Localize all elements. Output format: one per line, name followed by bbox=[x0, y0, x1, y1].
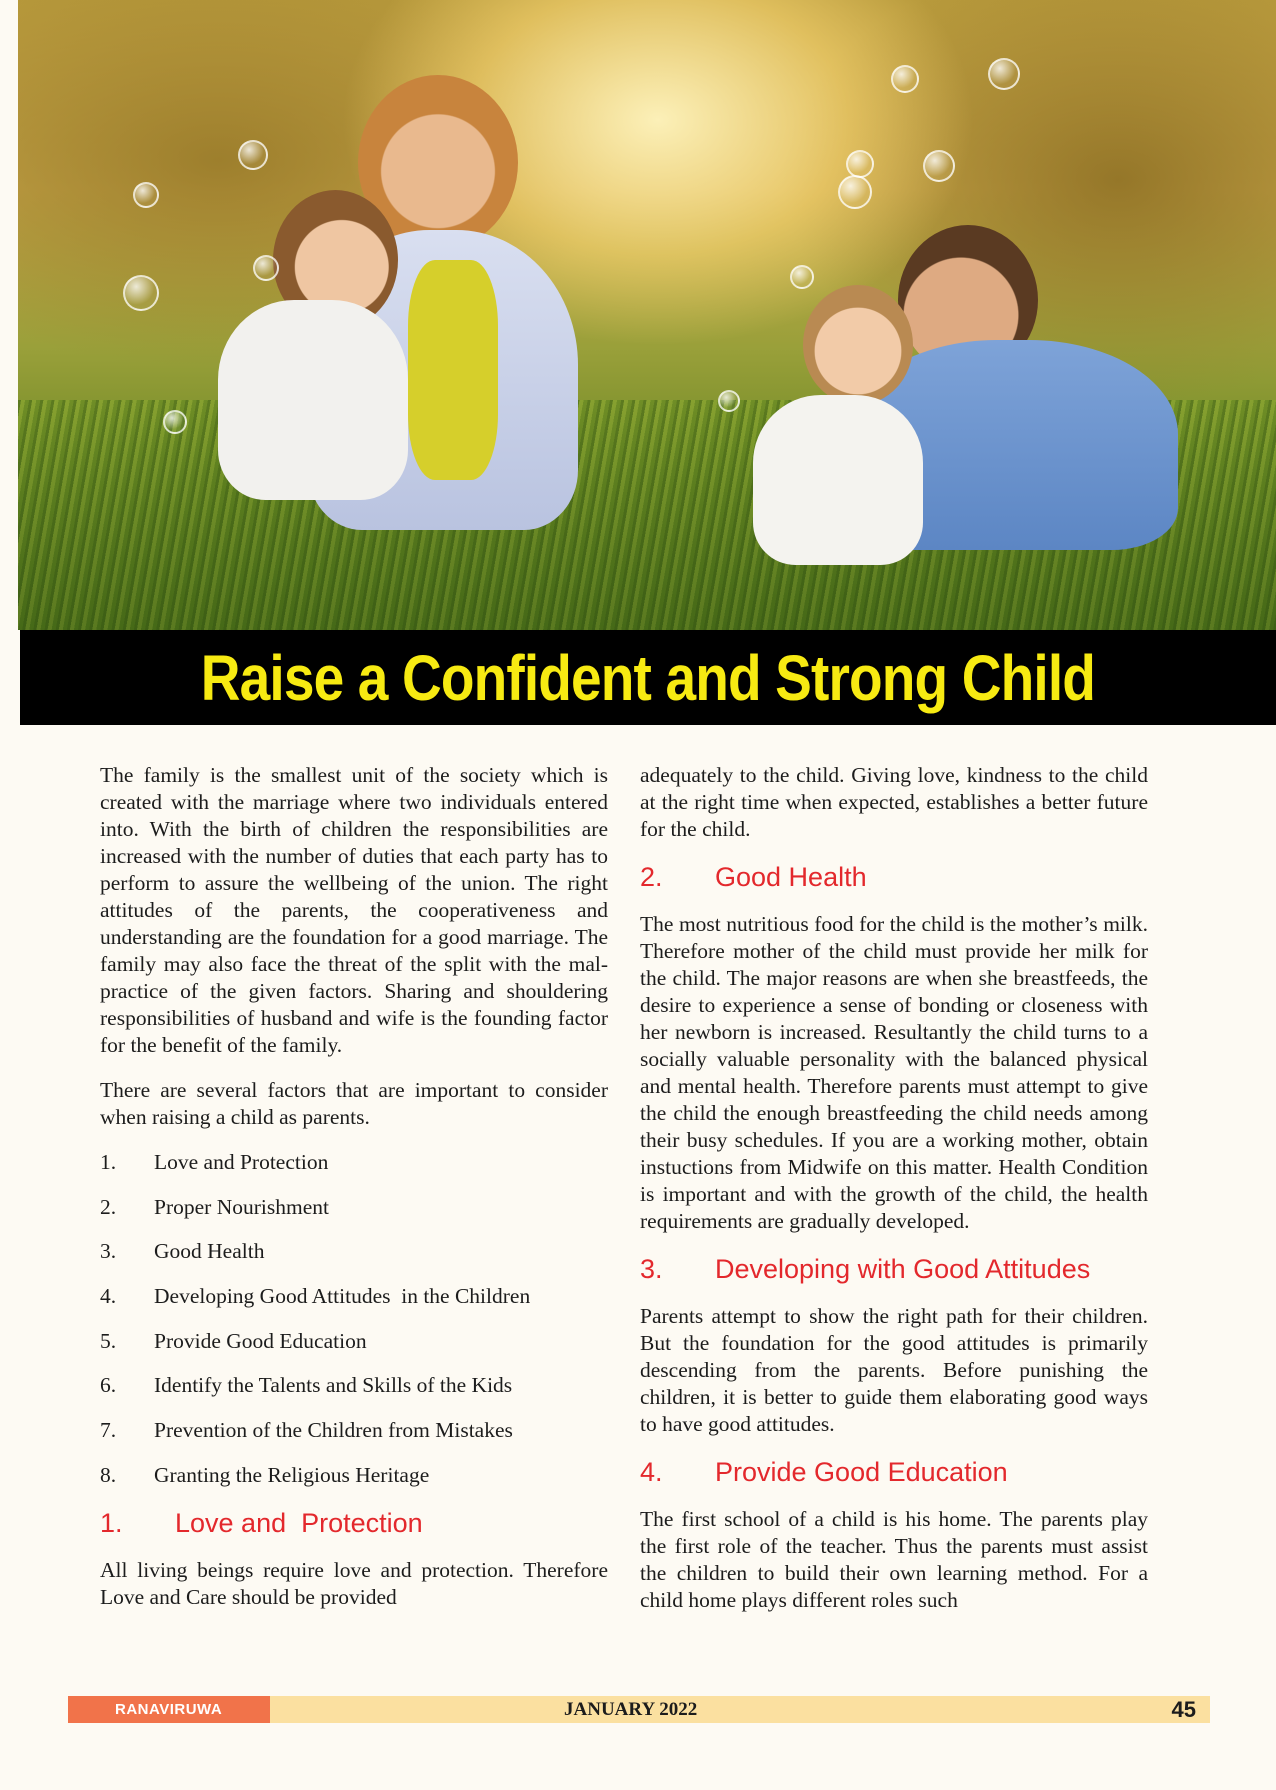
section-body-good-education: The first school of a child is his home. The parents play the first role of the teacher. Thus the parents must assist the children to build their own learning method. For a child home plays different roles such bbox=[640, 1507, 1148, 1612]
section-heading-text: Developing with Good Attitudes bbox=[715, 1254, 1091, 1284]
section-heading-good-attitudes bbox=[640, 1253, 1148, 1285]
boy-body bbox=[753, 395, 923, 565]
section-heading-good-education bbox=[640, 1456, 1148, 1488]
section-heading-text: Good Health bbox=[715, 862, 867, 892]
page-title: Raise a Confident and Strong Child bbox=[200, 641, 1096, 714]
right-column bbox=[640, 762, 1148, 1632]
list-item-number: 7. bbox=[100, 1418, 117, 1443]
list-item bbox=[100, 1417, 608, 1444]
list-item-number: 1. bbox=[100, 1150, 117, 1174]
list-item bbox=[100, 1283, 608, 1310]
hero-photo bbox=[18, 0, 1276, 630]
footer-brand: RANAVIRUWA bbox=[68, 1696, 270, 1723]
section-body-good-attitudes: Parents attempt to show the right path for their children. But the foundation for the good attitudes is primarily descending from the parents. Before punishing the children, it is better to guide them elaborating good ways to have good attitudes. bbox=[640, 1304, 1148, 1436]
list-item bbox=[100, 1372, 608, 1399]
bubble-decoration bbox=[790, 265, 814, 289]
section-body-love-protection: All living beings require love and protection. Therefore Love and Care should be provided bbox=[100, 1557, 608, 1609]
title-bar bbox=[20, 630, 1276, 725]
list-item-text: Prevention of the Children from Mistakes bbox=[154, 1418, 513, 1443]
section-number: 4. bbox=[640, 1457, 663, 1487]
list-item-number: 6. bbox=[100, 1373, 117, 1398]
list-item-text: Developing Good Attitudes in the Children bbox=[154, 1284, 531, 1309]
continued-paragraph: adequately to the child. Giving love, kindness to the child at the right time when expected, establishes a better future for the child. bbox=[640, 763, 1148, 841]
list-item-text: Love and Protection bbox=[154, 1150, 329, 1174]
footer-date: JANUARY 2022 bbox=[564, 1699, 698, 1720]
section-heading-good-health bbox=[640, 861, 1148, 893]
mother-shirt bbox=[408, 260, 498, 480]
list-item-text: Granting the Religious Heritage bbox=[154, 1462, 430, 1487]
bubble-decoration bbox=[253, 255, 279, 281]
bubble-decoration bbox=[846, 150, 874, 178]
list-item bbox=[100, 1238, 608, 1265]
list-item bbox=[100, 1149, 608, 1176]
list-item-text: Proper Nourishment bbox=[154, 1194, 329, 1219]
list-item-number: 2. bbox=[100, 1194, 117, 1219]
bubble-decoration bbox=[238, 140, 268, 170]
list-item bbox=[100, 1194, 608, 1221]
left-column bbox=[100, 762, 608, 1629]
intro-paragraph: The family is the smallest unit of the society which is created with the marriage where two individuals entered into. With the birth of children the responsibilities are increased with the number of duties that each party has to perform to assure the wellbeing of the union. The right attitudes of the parents, the cooperativeness and understanding are the foundation for a good marriage. The family may also face the threat of the split with the mal-practice of the given factors. Sharing and shouldering responsibilities of husband and wife is the founding factor for the benefit of the family. bbox=[100, 763, 608, 1057]
section-heading-text: Provide Good Education bbox=[715, 1457, 1008, 1487]
page-footer bbox=[68, 1696, 1210, 1723]
section-heading-text: Love and Protection bbox=[175, 1507, 423, 1538]
list-item bbox=[100, 1328, 608, 1355]
section-number: 2. bbox=[640, 862, 663, 892]
factors-intro-paragraph: There are several factors that are important to consider when raising a child as parents. bbox=[100, 1078, 608, 1129]
bubble-decoration bbox=[163, 410, 187, 434]
bubble-decoration bbox=[988, 58, 1020, 90]
list-item-text: Provide Good Education bbox=[154, 1328, 367, 1353]
section-heading-love-protection bbox=[100, 1507, 608, 1539]
girl-body bbox=[218, 300, 408, 500]
bubble-decoration bbox=[891, 65, 919, 93]
bubble-decoration bbox=[133, 182, 159, 208]
list-item-number: 4. bbox=[100, 1284, 117, 1309]
bubble-decoration bbox=[923, 150, 955, 182]
bubble-decoration bbox=[123, 275, 159, 311]
page-number: 45 bbox=[1171, 1697, 1196, 1722]
list-item-number: 5. bbox=[100, 1328, 117, 1353]
section-number: 1. bbox=[100, 1507, 123, 1538]
list-item-text: Identify the Talents and Skills of the Kids bbox=[154, 1373, 513, 1398]
bubble-decoration bbox=[718, 390, 740, 412]
bubble-decoration bbox=[838, 175, 872, 209]
list-item-text: Good Health bbox=[154, 1239, 265, 1264]
section-body-good-health: The most nutritious food for the child is the mother’s milk. Therefore mother of the child must provide her milk for the child. The major reasons are when she breastfeeds, the desire to experience a sense of bonding or closeness with her newborn is increased. Resultantly the child turns to a socially valuable personality with the balanced physical and mental health. Therefore parents must attempt to give the child the enough breastfeeding the child needs among their busy schedules. If you are a working mother, obtain instuctions from Midwife on this matter. Health Condition is important and with the growth of the child, the health requirements are gradually developed. bbox=[640, 912, 1148, 1233]
factors-list bbox=[100, 1149, 608, 1489]
list-item-number: 8. bbox=[100, 1462, 117, 1487]
list-item-number: 3. bbox=[100, 1239, 117, 1264]
list-item bbox=[100, 1462, 608, 1489]
section-number: 3. bbox=[640, 1254, 663, 1284]
boy-figure bbox=[803, 285, 913, 405]
